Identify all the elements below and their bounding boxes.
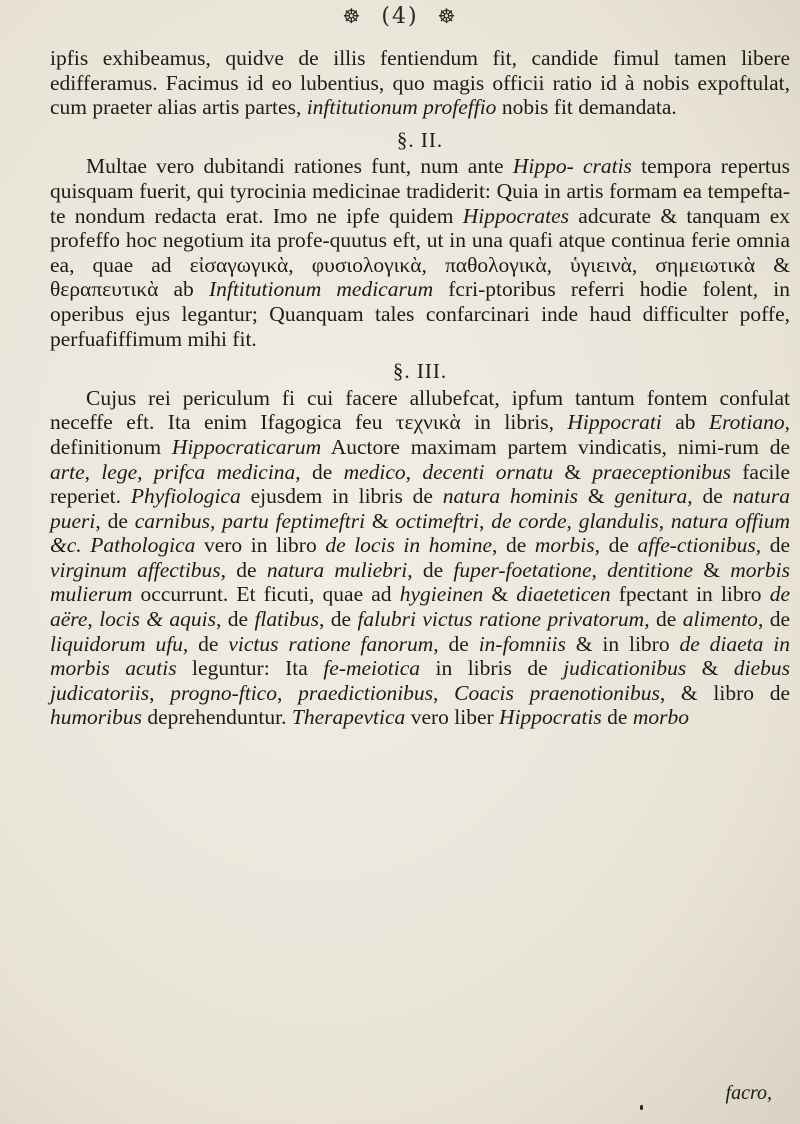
text-run: adcurate & tanquam ex profeffo hoc negotium ita profe-quutus eft, ut in una quafi atque continua ferie omnia ea, quae ad εἰσαγωγικὰ, φυσιολογικὰ, παθολογικὰ, ὑγιεινὰ, σημειωτικὰ & θεραπευτικὰ ab (50, 203, 790, 302)
text-run-italic: morbis (534, 533, 595, 558)
text-run: & (483, 582, 517, 607)
text-run: , (566, 508, 579, 533)
text-run: , de (215, 607, 255, 632)
text-run: , de (757, 607, 791, 632)
text-run-italic: Inftitutionum medicarum (208, 277, 434, 302)
text-run: Cujus rei periculum fi cui facere allubefcat, ipfum tantum fontem confulat neceffe eft. Ita enim Ifagogica feu τεχνικὰ in libris, (50, 385, 790, 435)
text-run-italic: Coacis praenotionibus (454, 680, 660, 705)
text-run: tempora repertus quisquam fuerit, qui tyrocinia medicinae tradiderit: Quia in artis formam ea tempefta-te nondum redacta erat. Imo ne ipfe quidem (50, 154, 791, 228)
text-run-italic: praedictionibus (298, 680, 434, 705)
text-run-italic: partu feptimeftri (222, 508, 366, 533)
text-run-italic: fe-meiotica (323, 656, 421, 681)
text-run-italic: progno-ftico (170, 680, 277, 705)
text-run: , (479, 508, 492, 533)
text-run: ab (661, 410, 709, 435)
text-run: fimul tamen libere edifferamus. Facimus id eo lubentius, (50, 46, 791, 95)
text-run-italic: arte (50, 459, 85, 484)
text-run: vero liber (405, 705, 500, 730)
section-heading-2: §. II. (396, 127, 444, 152)
text-run-italic: liquidorum ufu (50, 631, 183, 656)
text-run: , (405, 459, 423, 484)
text-run: quo magis officii ratio id à nobis expoftulat, cum praeter (50, 70, 791, 120)
paragraph-2 (50, 154, 790, 351)
text-run: & (693, 557, 731, 582)
text-run: , de (182, 631, 229, 656)
text-run: fpectant in libro (610, 582, 770, 607)
text-run: & in libro (565, 631, 680, 656)
text-run-italic: Hippocraticarum (171, 434, 322, 459)
ink-speck (640, 1105, 643, 1110)
text-run-italic: fuper-foetatione (453, 557, 592, 582)
text-run-italic: medico (343, 459, 406, 484)
text-run-italic: natura muliebri (266, 557, 408, 582)
text-run-italic: diebus judicatoriis (50, 656, 791, 705)
text-run: , de (433, 631, 479, 656)
text-run-italic: morbo (632, 705, 689, 730)
page-header (0, 4, 800, 29)
text-run: & (578, 484, 615, 509)
text-run-italic: de corde (491, 508, 567, 533)
text-run-italic: Hippocratis (499, 705, 602, 730)
text-run-italic: victus ratione fanorum (228, 631, 434, 656)
text-run: , (433, 680, 455, 705)
text-run: , (84, 459, 102, 484)
text-run-italic: dentitione (607, 557, 694, 582)
ornament-right-icon: ☸ (437, 4, 458, 28)
text-run-italic: natura hominis (442, 484, 579, 509)
text-run-italic: flatibus (254, 607, 319, 632)
page-number: (4) (381, 4, 419, 29)
text-run: vero in libro (195, 533, 326, 558)
text-run-italic: in-fomniis (478, 631, 566, 656)
text-run: ejusdem in libris de (240, 484, 443, 509)
text-run: deprehenduntur. (141, 705, 292, 730)
text-run: , (87, 607, 100, 632)
text-run-italic: praeceptionibus (592, 459, 731, 484)
text-run: , de (95, 508, 135, 533)
text-run: & (365, 508, 396, 533)
text-run (82, 533, 91, 557)
text-run: , (658, 508, 671, 533)
catchword: facro, (725, 1082, 772, 1104)
text-run: Auctore maximam partem vindicatis, nimi-rum de (321, 434, 790, 459)
paragraph-1 (50, 46, 790, 120)
text-run: fcri-ptoribus referri hodie folent, in operibus ejus legantur; Quanquam tales confarcinari inde haud difficulter poffe, perfuafiffimum mihi fit. (50, 277, 790, 351)
text-run-italic: de diaeta in morbis acutis (50, 631, 790, 681)
text-run-italic: Therapevtica (291, 705, 406, 730)
text-run: nobis fit demandata. (496, 95, 677, 120)
text-run: , (276, 680, 299, 705)
text-run: Multae vero dubitandi rationes funt, num ante (86, 154, 513, 179)
text-run: , de (492, 533, 535, 558)
text-run: leguntur: Ita (176, 656, 324, 681)
text-run: , de (318, 607, 358, 632)
text-run-italic: natura offium &c. (50, 508, 791, 558)
text-run: in libris de (420, 656, 564, 681)
text-run-italic: cratis (582, 154, 632, 179)
text-run-italic: Erotiano (708, 410, 785, 435)
text-run-italic: inftitutionum profeffio (306, 95, 497, 120)
text-run: , de (687, 484, 733, 509)
text-run-italic: judicationibus (563, 656, 687, 681)
text-run: ipfis exhibeamus, quidve de illis fentiendum fit, candide (50, 46, 599, 70)
text-run-italic: Hippocrati (567, 410, 662, 435)
text-run-italic: de locis in homine (325, 533, 493, 558)
text-run-italic: lege (101, 459, 138, 484)
text-run: , (137, 459, 154, 484)
text-run-italic: hygieinen (399, 582, 484, 607)
text-run: , de (295, 459, 344, 484)
text-run: , de (407, 557, 454, 582)
text-run-italic: humoribus (50, 705, 142, 730)
section-heading-3: §. III. (392, 359, 448, 384)
text-run-italic: Pathologica (90, 533, 196, 558)
text-run-italic: falubri victus ratione privatorum (357, 607, 645, 632)
text-run-italic: virginum affectibus (50, 557, 221, 582)
text-run-italic: glandulis (578, 508, 659, 533)
text-run: , & libro de (659, 680, 791, 705)
text-run: , (591, 557, 608, 582)
text-run-italic: decenti ornatu (422, 459, 554, 484)
text-run-italic: genitura (614, 484, 688, 509)
text-run: , de (594, 533, 638, 558)
text-run: & (553, 459, 593, 484)
text-run-italic: octimeftri (395, 508, 480, 533)
text-run: occurrunt. Et ficuti, quae ad (132, 582, 400, 607)
text-run-italic: de aëre (50, 582, 790, 632)
text-run-italic: carnibus (134, 508, 210, 533)
text-run: , de (220, 557, 267, 582)
text-run: , definitionum (50, 410, 790, 459)
text-run-italic: Phyfiologica (130, 484, 241, 509)
text-run: , de (755, 533, 791, 558)
text-run: & (686, 656, 734, 681)
text-run-italic: prifca medicina (153, 459, 296, 484)
text-run: , de (644, 607, 683, 632)
text-run-italic: Hippocrates (462, 203, 570, 228)
text-run-italic: morbis mulierum (50, 557, 791, 607)
text-run-italic: Hippo- (512, 154, 574, 179)
text-run: alias artis partes, (157, 95, 307, 120)
text-run-italic: affe-ctionibus (637, 533, 756, 558)
text-run: facile reperiet. (50, 459, 791, 509)
text-run: de (601, 705, 633, 730)
text-run-italic: locis & aquis (99, 607, 216, 632)
text-run-italic: natura pueri (50, 484, 790, 533)
ornament-left-icon: ☸ (342, 4, 363, 28)
paragraph-3 (50, 386, 790, 730)
text-run: , (209, 508, 223, 533)
body-text (50, 46, 790, 730)
text-run-italic: diaeteticen (516, 582, 611, 607)
text-run: , (149, 680, 171, 705)
text-run-italic: alimento (682, 607, 758, 632)
